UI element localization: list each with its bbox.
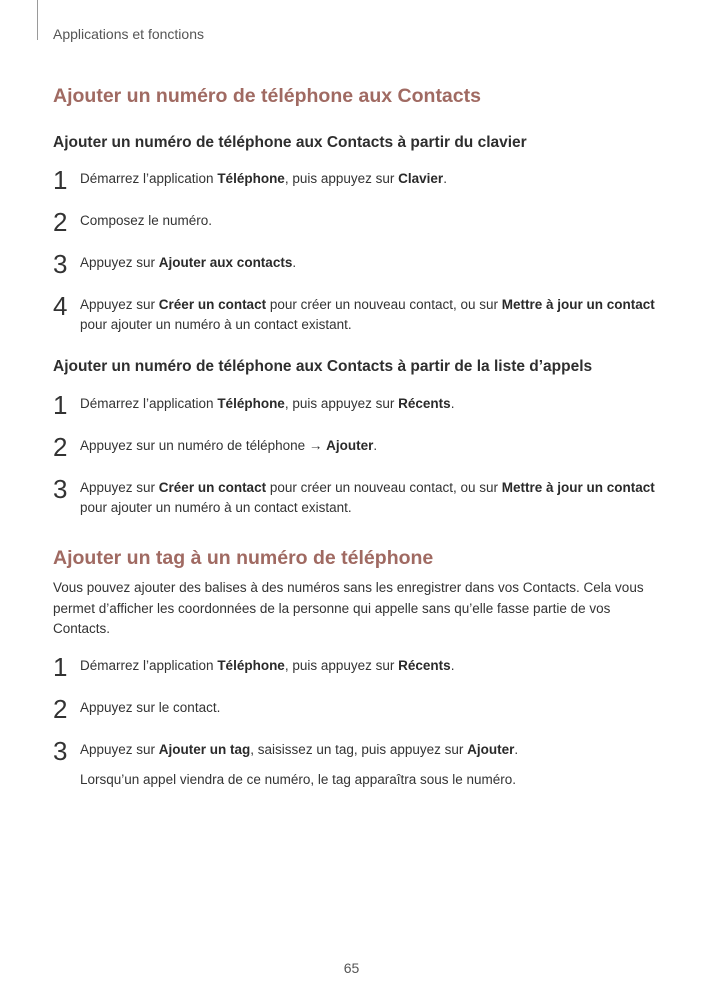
section-title-add-number: Ajouter un numéro de téléphone aux Contacts (53, 85, 481, 107)
step-note: Lorsqu’un appel viendra de ce numéro, le tag apparaîtra sous le numéro. (80, 771, 517, 787)
step-number: 2 (53, 432, 68, 462)
step-text: Appuyez sur Créer un contact pour créer un nouveau contact, ou sur Mettre à jour un contact pour ajouter un numéro à un contact existant. (80, 480, 655, 515)
step-text: Démarrez l’application Téléphone, puis appuyez sur Récents. (80, 396, 455, 411)
step-number: 4 (53, 291, 68, 321)
step-item (53, 249, 658, 279)
step-number: 3 (53, 249, 68, 279)
step-text: Appuyez sur un numéro de téléphone → Ajouter. (80, 438, 378, 453)
step-number: 1 (53, 390, 68, 420)
step-item (53, 651, 658, 682)
step-text: Appuyez sur Créer un contact pour créer un nouveau contact, ou sur Mettre à jour un contact pour ajouter un numéro à un contact existant. (80, 297, 655, 332)
step-text: Démarrez l’application Téléphone, puis appuyez sur Clavier. (80, 171, 447, 186)
step-text: Composez le numéro. (80, 213, 213, 228)
step-number: 3 (53, 735, 68, 766)
step-item (53, 474, 658, 518)
page-content (53, 84, 658, 790)
section-title-add-tag: Ajouter un tag à un numéro de téléphone (53, 547, 434, 569)
step-item (53, 390, 658, 420)
step-item (53, 432, 658, 462)
step-item (53, 165, 658, 195)
step-text: Appuyez sur Ajouter un tag, saisissez un tag, puis appuyez sur Ajouter. (80, 741, 519, 757)
step-number: 2 (53, 207, 68, 237)
step-number: 2 (53, 693, 68, 724)
step-item (53, 291, 658, 335)
step-number: 3 (53, 474, 68, 504)
step-number: 1 (53, 165, 68, 195)
subsection-title-call-log: Ajouter un numéro de téléphone aux Contacts à partir de la liste d’appels (53, 358, 593, 375)
step-item (53, 735, 658, 766)
step-text: Appuyez sur le contact. (80, 699, 221, 715)
step-number: 1 (53, 651, 68, 682)
section-intro: Vous pouvez ajouter des balises à des numéros sans les enregistrer dans vos Contacts. Cela vous permet d’afficher les coordonnées de la personne qui appelle sans qu’elle fasse partie de vos Contacts. (53, 580, 644, 636)
step-item (53, 207, 658, 237)
step-text: Démarrez l’application Téléphone, puis appuyez sur Récents. (80, 657, 455, 673)
page-number: 65 (343, 960, 360, 976)
running-header: Applications et fonctions (53, 26, 204, 42)
step-item (53, 693, 658, 724)
step-text: Appuyez sur Ajouter aux contacts. (80, 255, 297, 270)
margin-rule (37, 0, 38, 40)
subsection-title-keypad: Ajouter un numéro de téléphone aux Contacts à partir du clavier (53, 134, 527, 151)
